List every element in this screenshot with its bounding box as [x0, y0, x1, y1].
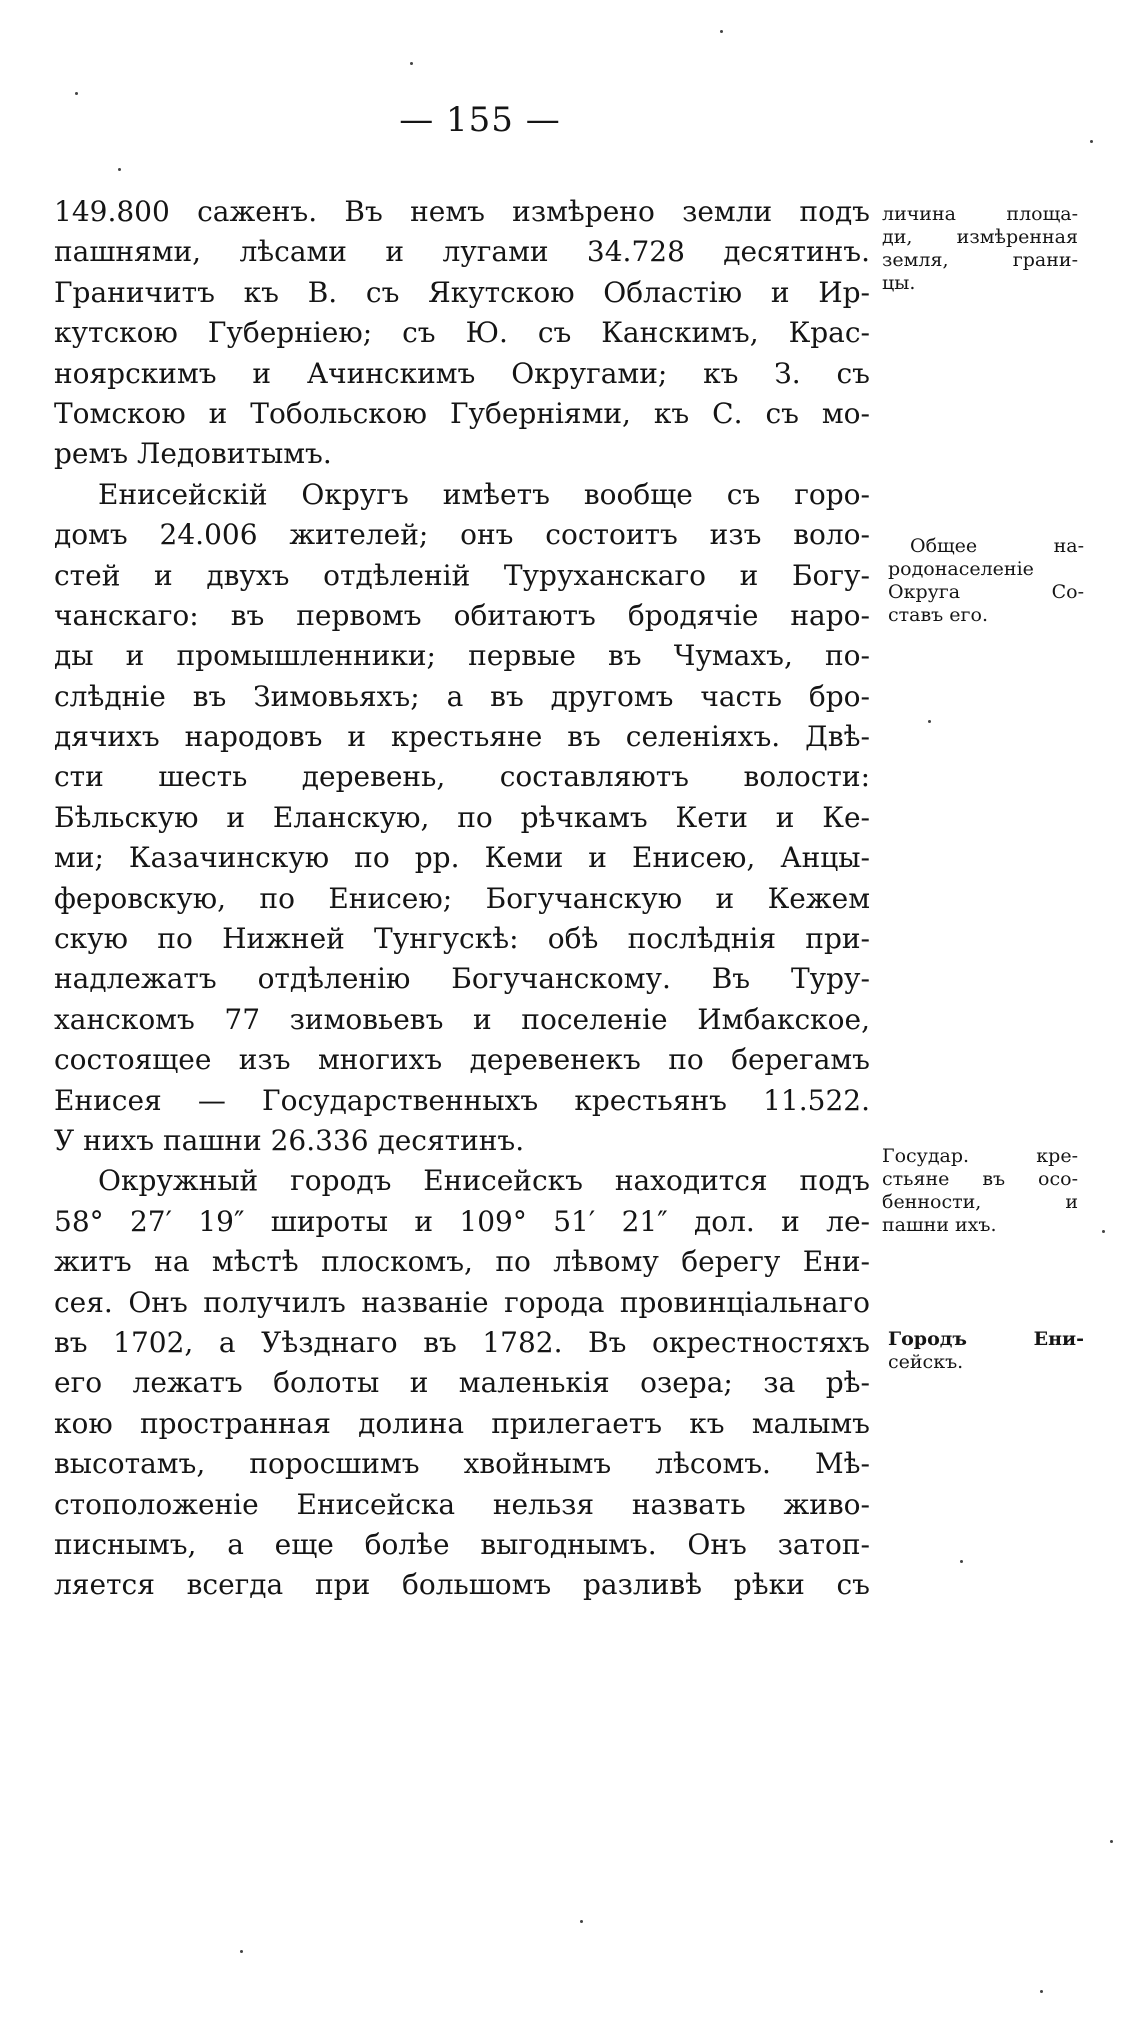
- text-line: сея. Онъ получилъ названіе города провинціальнаго: [54, 1285, 870, 1319]
- text-line: Томскою и Тобольскою Губерніями, къ С. съ мо-: [54, 396, 870, 430]
- text-line: ми; Казачинскую по рр. Кеми и Енисею, Анцы-: [54, 841, 870, 875]
- text-line: Граничитъ къ В. съ Якутскою Областію и Ир-: [54, 275, 870, 309]
- margin-note-line: земля, грани-: [882, 249, 1078, 271]
- text-line: надлежатъ отдѣленію Богучанскому. Въ Туру-: [54, 962, 870, 996]
- margin-note-line: пашни ихъ.: [882, 1214, 997, 1236]
- margin-note-population: [888, 535, 1084, 627]
- text-line: стей и двухъ отдѣленій Туруханскаго и Богу-: [54, 558, 870, 592]
- text-line: высотамъ, поросшимъ хвойнымъ лѣсомъ. Мѣ-: [54, 1447, 870, 1481]
- text-line: пашнями, лѣсами и лугами 34.728 десятинъ.: [54, 235, 870, 269]
- text-line: сти шесть деревень, составляютъ волости:: [54, 760, 870, 794]
- text-line: ляется всегда при большомъ разливѣ рѣки съ: [54, 1568, 870, 1602]
- text-line: кутскою Губерніею; съ Ю. съ Канскимъ, Крас-: [54, 316, 870, 350]
- text-line: стоположеніе Енисейска нельзя назвать живо-: [54, 1487, 870, 1521]
- text-line: дячихъ народовъ и крестьяне въ селеніяхъ. Двѣ-: [54, 720, 870, 754]
- text-line: слѣдніе въ Зимовьяхъ; а въ другомъ часть бро-: [54, 679, 870, 713]
- text-line: въ 1702, а Уѣзднаго въ 1782. Въ окрестностяхъ: [54, 1325, 870, 1359]
- text-line: ноярскимъ и Ачинскимъ Округами; къ З. съ: [54, 356, 870, 390]
- text-line: ды и промышленники; первые въ Чумахъ, по-: [54, 639, 870, 673]
- margin-note-line: стьяне въ осо-: [882, 1168, 1078, 1190]
- main-text: [54, 192, 870, 1606]
- margin-note-line: Городъ Ени-: [888, 1328, 1084, 1350]
- page-number: — 155 —: [399, 100, 561, 140]
- text-line: 58° 27′ 19″ широты и 109° 51′ 21″ дол. и ле-: [54, 1204, 870, 1238]
- text-line: ремъ Ледовитымъ.: [54, 437, 332, 471]
- text-line: 149.800 саженъ. Въ немъ измѣрено земли подъ: [54, 195, 870, 228]
- paragraph-3: [54, 1161, 870, 1605]
- text-line: кою пространная долина прилегаетъ къ малымъ: [54, 1406, 870, 1440]
- text-line: ханскомъ 77 зимовьевъ и поселеніе Имбакское,: [54, 1002, 870, 1036]
- text-line: Бѣльскую и Еланскую, по рѣчкамъ Кети и Ке-: [54, 800, 870, 834]
- text-line: скую по Нижней Тунгускѣ: обѣ послѣднія при-: [54, 922, 870, 956]
- margin-note-line: ди, измѣренная: [882, 226, 1078, 248]
- margin-note-line: родонаселеніе: [888, 558, 1034, 580]
- margin-note-line: Общее на-: [910, 535, 1084, 557]
- text-line: домъ 24.006 жителей; онъ состоитъ изъ воло-: [54, 518, 870, 552]
- margin-note-line: личина площа-: [882, 203, 1078, 225]
- margin-note-city: [888, 1328, 1084, 1374]
- margin-note-peasants: [882, 1145, 1078, 1237]
- text-line: его лежатъ болоты и маленькія озера; за рѣ-: [54, 1366, 870, 1400]
- margin-note-line: бенности, и: [882, 1191, 1078, 1213]
- margin-note-line: сейскъ.: [888, 1351, 964, 1373]
- text-line: житъ на мѣстѣ плоскомъ, по лѣвому берегу Ени-: [54, 1245, 870, 1279]
- text-line: Енисейскій Округъ имѣетъ вообще съ горо-: [98, 477, 870, 511]
- margin-note-line: Округа Со-: [888, 581, 1084, 603]
- text-line: Енисея — Государственныхъ крестьянъ 11.522.: [54, 1083, 870, 1117]
- margin-note-line: цы.: [882, 272, 916, 294]
- text-line: У нихъ пашни 26.336 десятинъ.: [54, 1123, 525, 1157]
- text-line: феровскую, по Енисею; Богучанскую и Кежем: [54, 881, 870, 915]
- paragraph-2: [54, 475, 870, 1162]
- text-line: писнымъ, а еще болѣе выгоднымъ. Онъ затоп-: [54, 1527, 870, 1561]
- text-line: Окружный городъ Енисейскъ находится подъ: [98, 1164, 870, 1198]
- paragraph-1: [54, 192, 870, 475]
- margin-note-line: ставъ его.: [888, 604, 988, 626]
- margin-note-line: Государ. кре-: [882, 1145, 1078, 1167]
- text-line: состоящее изъ многихъ деревенекъ по берегамъ: [54, 1043, 870, 1077]
- text-line: чанскаго: въ первомъ обитаютъ бродячіе наро-: [54, 598, 870, 632]
- margin-note-area: [882, 203, 1078, 295]
